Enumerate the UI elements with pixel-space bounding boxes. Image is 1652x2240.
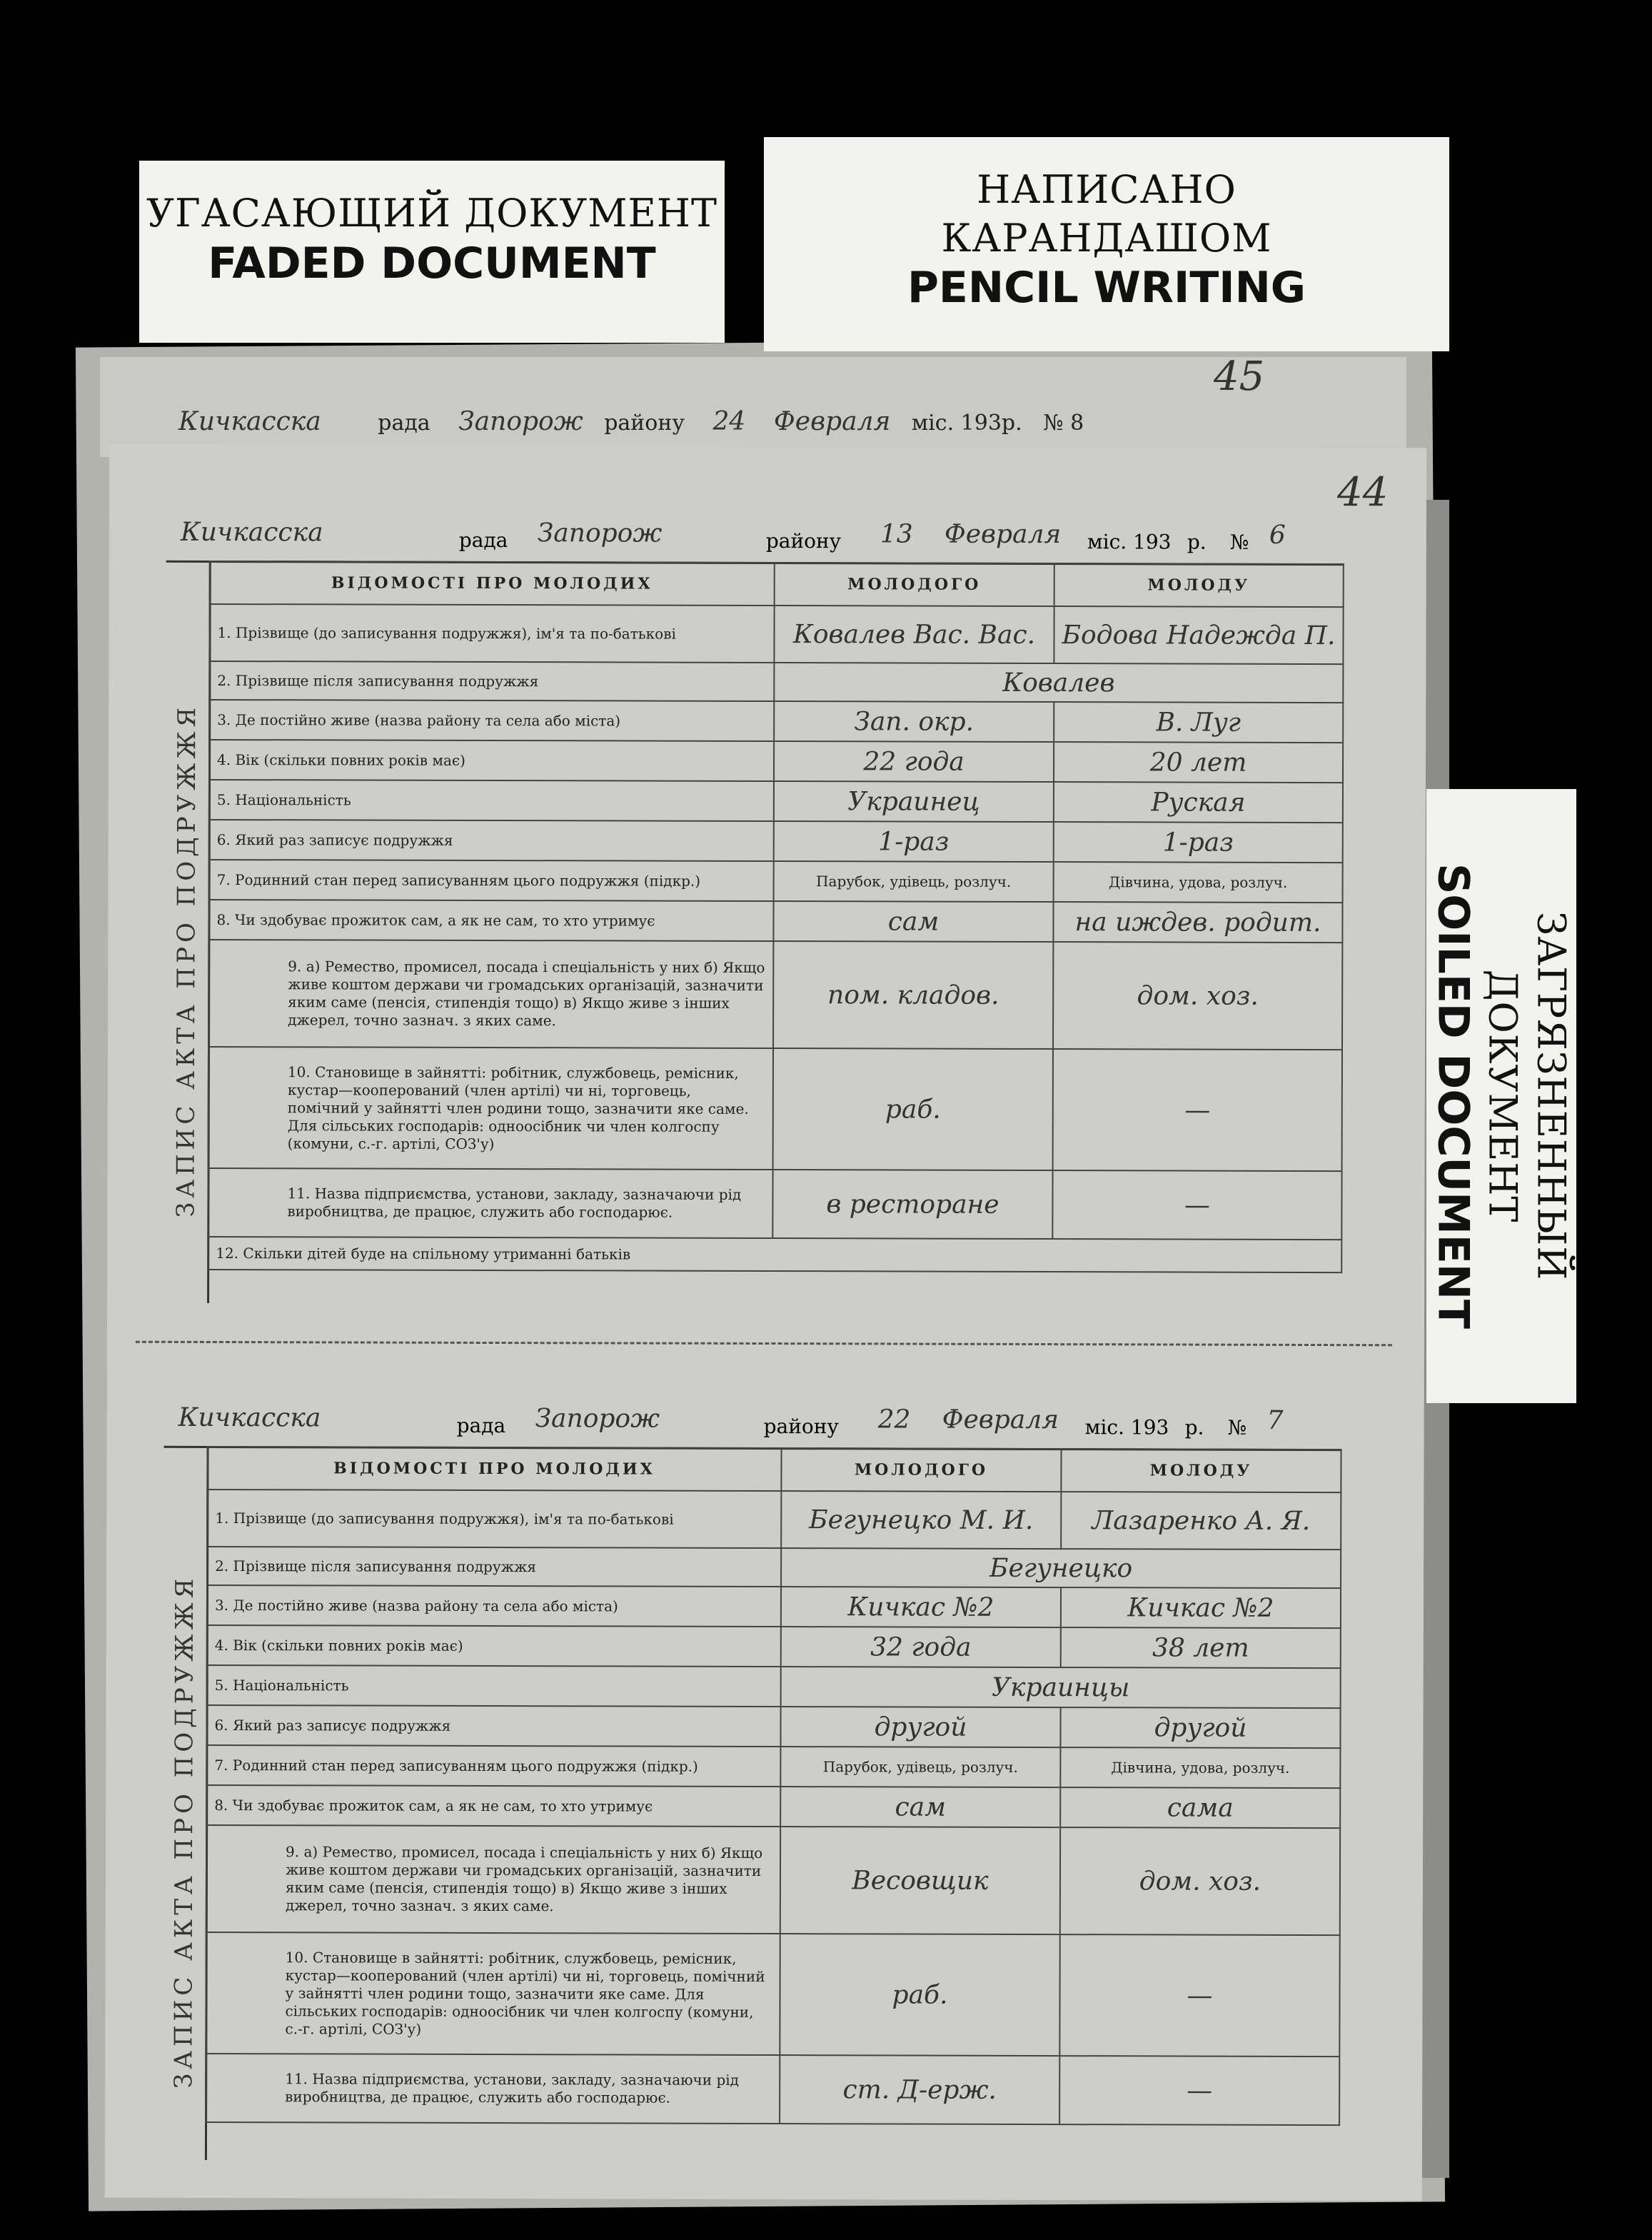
marriage-record-lower xyxy=(164,1402,1342,2106)
header-info: ВІДОМОСТІ ПРО МОЛОДИХ xyxy=(210,561,775,606)
bride-times-2: другой xyxy=(1154,1712,1247,1743)
behind-mis: міс. 193 xyxy=(911,411,1002,436)
pencil-ru-2: КАРАНДАШОМ xyxy=(941,215,1272,261)
groom-work-2: ст. Д-ерж. xyxy=(842,2074,997,2105)
groom-live-2: Кичкас №2 xyxy=(847,1592,994,1622)
bride-status: — xyxy=(1184,1095,1211,1125)
header-bride-2: МОЛОДУ xyxy=(1061,1449,1341,1492)
row-7-groom-2: Парубок, удівець, розлуч. xyxy=(780,1747,1060,1787)
groom-support: сам xyxy=(887,906,940,937)
no-hand-2: 7 xyxy=(1266,1405,1284,1435)
vertical-title: ЗАПИС АКТА ПРО ПОДРУЖЖЯ xyxy=(171,703,202,1217)
no-label: № xyxy=(1229,530,1249,554)
bride-live: В. Луг xyxy=(1156,707,1241,738)
header-info-2: ВІДОМОСТІ ПРО МОЛОДИХ xyxy=(207,1447,781,1491)
month-hand-2: Февраля xyxy=(942,1405,1059,1435)
info-table-2 xyxy=(205,1446,1341,2126)
rada-label-2: рада xyxy=(456,1413,506,1438)
row-7-label: 7. Родинний стан перед записуванням цього подружжя (підкр.) xyxy=(209,860,774,901)
name-after-2: Бегунецко xyxy=(989,1553,1133,1583)
soiled-en: SOILED DOCUMENT xyxy=(1428,863,1479,1329)
groom-support-2: сам xyxy=(895,1792,947,1822)
faded-ru: УГАСАЮЩИЙ ДОКУМЕНТ xyxy=(146,191,718,236)
pencil-ru-1: НАПИСАНО xyxy=(977,167,1237,212)
raion-label: району xyxy=(765,528,842,553)
bride-age-2: 38 лет xyxy=(1152,1632,1249,1663)
row-3-label: 3. Де постійно живе (назва району та села або міста) xyxy=(209,700,774,741)
bride-trade: дом. хоз. xyxy=(1137,980,1259,1011)
bride-age: 20 лет xyxy=(1149,747,1247,778)
mis-label: міс. 193 xyxy=(1087,530,1172,554)
groom-nat: Украинец xyxy=(847,786,980,817)
raion-hand-2: Запорож xyxy=(535,1404,660,1434)
day-hand: 13 xyxy=(880,519,913,549)
behind-day: 24 xyxy=(712,407,746,436)
behind-r: р. xyxy=(1001,411,1022,436)
nat-2: Украинцы xyxy=(991,1672,1130,1702)
behind-month: Февраля xyxy=(773,407,891,436)
bride-trade-2: дом. хоз. xyxy=(1139,1866,1261,1897)
groom-status: раб. xyxy=(885,1094,941,1125)
row-8-label-2: 8. Чи здобуває прожиток сам, а як не сам, то хто утримує xyxy=(206,1785,780,1827)
bride-work-2: — xyxy=(1187,2076,1213,2106)
month-hand: Февраля xyxy=(944,519,1062,550)
row-10-label-2: 10. Становище в зайнятті: робітник, службовець, ремісник, кустар—кооперований (член артілі) чи ні, торговець, помічний у зайнятті член родини тощо, зазначити яке саме. Для сільських господарів: одноосібник чи член колгоспу (комуни, с.-г. артілі, СОЗ'у) xyxy=(206,1932,780,2055)
bride-status-2: — xyxy=(1187,1981,1213,2011)
header-bride: МОЛОДУ xyxy=(1054,563,1344,607)
bride-name: Бодова Надежда П. xyxy=(1062,620,1336,651)
selo-hand-2: Кичкасска xyxy=(178,1402,321,1433)
groom-times-2: другой xyxy=(874,1712,967,1742)
row-11-label: 11. Назва підприємства, установи, закладу, зазначаючи рід виробництва, де працює, служить або господарює. xyxy=(208,1168,772,1238)
row-1-label: 1. Прізвище (до записування подружжя), ім'я та по-батькові xyxy=(209,604,774,663)
bride-support: на иждев. родит. xyxy=(1074,907,1321,938)
row-3-label-2: 3. Де постійно живе (назва району та села або міста) xyxy=(207,1585,781,1627)
soiled-document-sticker xyxy=(1426,789,1576,1403)
tear-line xyxy=(136,1341,1392,1347)
groom-live: Зап. окр. xyxy=(854,706,974,737)
row-2-label: 2. Прізвище після записування подружжя xyxy=(209,661,774,701)
r-label-2: р. xyxy=(1184,1415,1204,1440)
row-5-label-2: 5. Національність xyxy=(207,1665,781,1707)
row-7-bride-2: Дівчина, удова, розлуч. xyxy=(1060,1747,1340,1788)
row-4-label: 4. Вік (скільки повних років має) xyxy=(209,740,774,781)
day-hand-2: 22 xyxy=(877,1405,911,1435)
page-number-45: 45 xyxy=(1214,353,1265,400)
soiled-ru: ЗАГРЯЗНЕННЫЙ ДОКУМЕНТ xyxy=(1481,911,1574,1281)
groom-work: в ресторане xyxy=(826,1189,999,1220)
behind-raion-hand: Запорож xyxy=(458,407,583,436)
vertical-title-2: ЗАПИС АКТА ПРО ПОДРУЖЖЯ xyxy=(169,1574,200,2089)
bride-name-2: Лазаренко А. Я. xyxy=(1092,1505,1311,1536)
behind-rada: рада xyxy=(378,411,430,436)
groom-age: 22 года xyxy=(863,746,964,777)
faded-document-sticker xyxy=(139,161,725,343)
row-7-groom: Парубок, удівець, розлуч. xyxy=(774,861,1054,902)
row-6-label-2: 6. Який раз записує подружжя xyxy=(206,1705,780,1747)
behind-no: № 8 xyxy=(1043,411,1084,436)
groom-name: Ковалев Вас. Вас. xyxy=(792,619,1036,650)
bride-live-2: Кичкас №2 xyxy=(1127,1592,1274,1623)
groom-status-2: раб. xyxy=(892,1979,948,2010)
row-5-label: 5. Національність xyxy=(209,780,774,821)
row-9-label: 9. а) Ремество, промисел, посада і спеціальність у них б) Якщо живе коштом держави чи громадських організацій, зазначити яким саме (пенсія, стипендія тощо) в) Якщо живе з інших джерел, точно зазнач. з яких саме. xyxy=(208,940,773,1048)
bride-support-2: сама xyxy=(1167,1792,1234,1823)
bride-nat: Руская xyxy=(1151,787,1246,818)
groom-name-2: Бегунецко М. И. xyxy=(809,1505,1034,1535)
bride-work: — xyxy=(1184,1190,1211,1220)
row-4-label-2: 4. Вік (скільки повних років має) xyxy=(207,1625,781,1667)
bride-times: 1-раз xyxy=(1162,827,1234,858)
header-groom: МОЛОДОГО xyxy=(775,563,1054,606)
row-10-label: 10. Становище в зайнятті: робітник, службовець, ремісник, кустар—кооперований (член артілі) чи ні, торговець, помічний у зайнятті член родини тощо, зазначити яке саме. Для сільських господарів: одноосібник чи член колгоспу (комуни, с.-г. артілі, СОЗ'у) xyxy=(208,1047,773,1170)
row-9-label-2: 9. а) Ремество, промисел, посада і спеціальність у них б) Якщо живе коштом держави чи громадських організацій, зазначити яким саме (пенсія, стипендія тощо) в) Якщо живе з інших джерел, точно зазнач. з яких саме. xyxy=(206,1825,780,1934)
row-7-bride: Дівчина, удова, розлуч. xyxy=(1054,862,1343,903)
no-hand: 6 xyxy=(1269,520,1286,550)
page-number-44: 44 xyxy=(1336,469,1389,516)
raion-hand: Запорож xyxy=(537,518,663,548)
row-8-label: 8. Чи здобуває прожиток сам, а як не сам, то хто утримує xyxy=(208,900,773,941)
row-12-label: 12. Скільки дітей буде на спільному утриманні батьків xyxy=(208,1237,1341,1272)
mis-label-2: міс. 193 xyxy=(1084,1415,1169,1440)
row-7-label-2: 7. Родинний стан перед записуванням цього подружжя (підкр.) xyxy=(206,1745,780,1787)
rada-label: рада xyxy=(458,528,508,553)
groom-age-2: 32 года xyxy=(870,1632,972,1662)
row-6-label: 6. Який раз записує подружжя xyxy=(209,820,774,861)
groom-times: 1-раз xyxy=(878,826,950,857)
raion-label-2: району xyxy=(763,1414,839,1439)
row-2-label-2: 2. Прізвище після записування подружжя xyxy=(207,1547,781,1587)
pencil-writing-sticker xyxy=(764,137,1449,351)
row-1-label-2: 1. Прізвище (до записування подружжя), ім'я та по-батькові xyxy=(207,1490,781,1548)
behind-raion: району xyxy=(604,411,685,436)
row-11-label-2: 11. Назва підприємства, установи, закладу, зазначаючи рід виробництва, де працює, служить або господарює. xyxy=(206,2054,780,2124)
r-label: р. xyxy=(1187,530,1207,554)
info-table xyxy=(207,561,1344,1273)
name-after: Ковалев xyxy=(1002,668,1115,698)
pencil-en: PENCIL WRITING xyxy=(907,263,1306,313)
behind-selo: Кичкасска xyxy=(178,407,321,436)
groom-trade: пом. кладов. xyxy=(827,980,999,1010)
faded-en: FADED DOCUMENT xyxy=(208,238,656,288)
record-sheet xyxy=(105,445,1426,2201)
no-label-2: № xyxy=(1227,1415,1247,1440)
groom-trade-2: Весовщик xyxy=(852,1865,989,1896)
marriage-record-upper xyxy=(166,517,1344,1263)
behind-record-strip xyxy=(100,353,1406,457)
header-groom-2: МОЛОДОГО xyxy=(781,1448,1061,1492)
selo-hand: Кичкасска xyxy=(180,517,323,548)
